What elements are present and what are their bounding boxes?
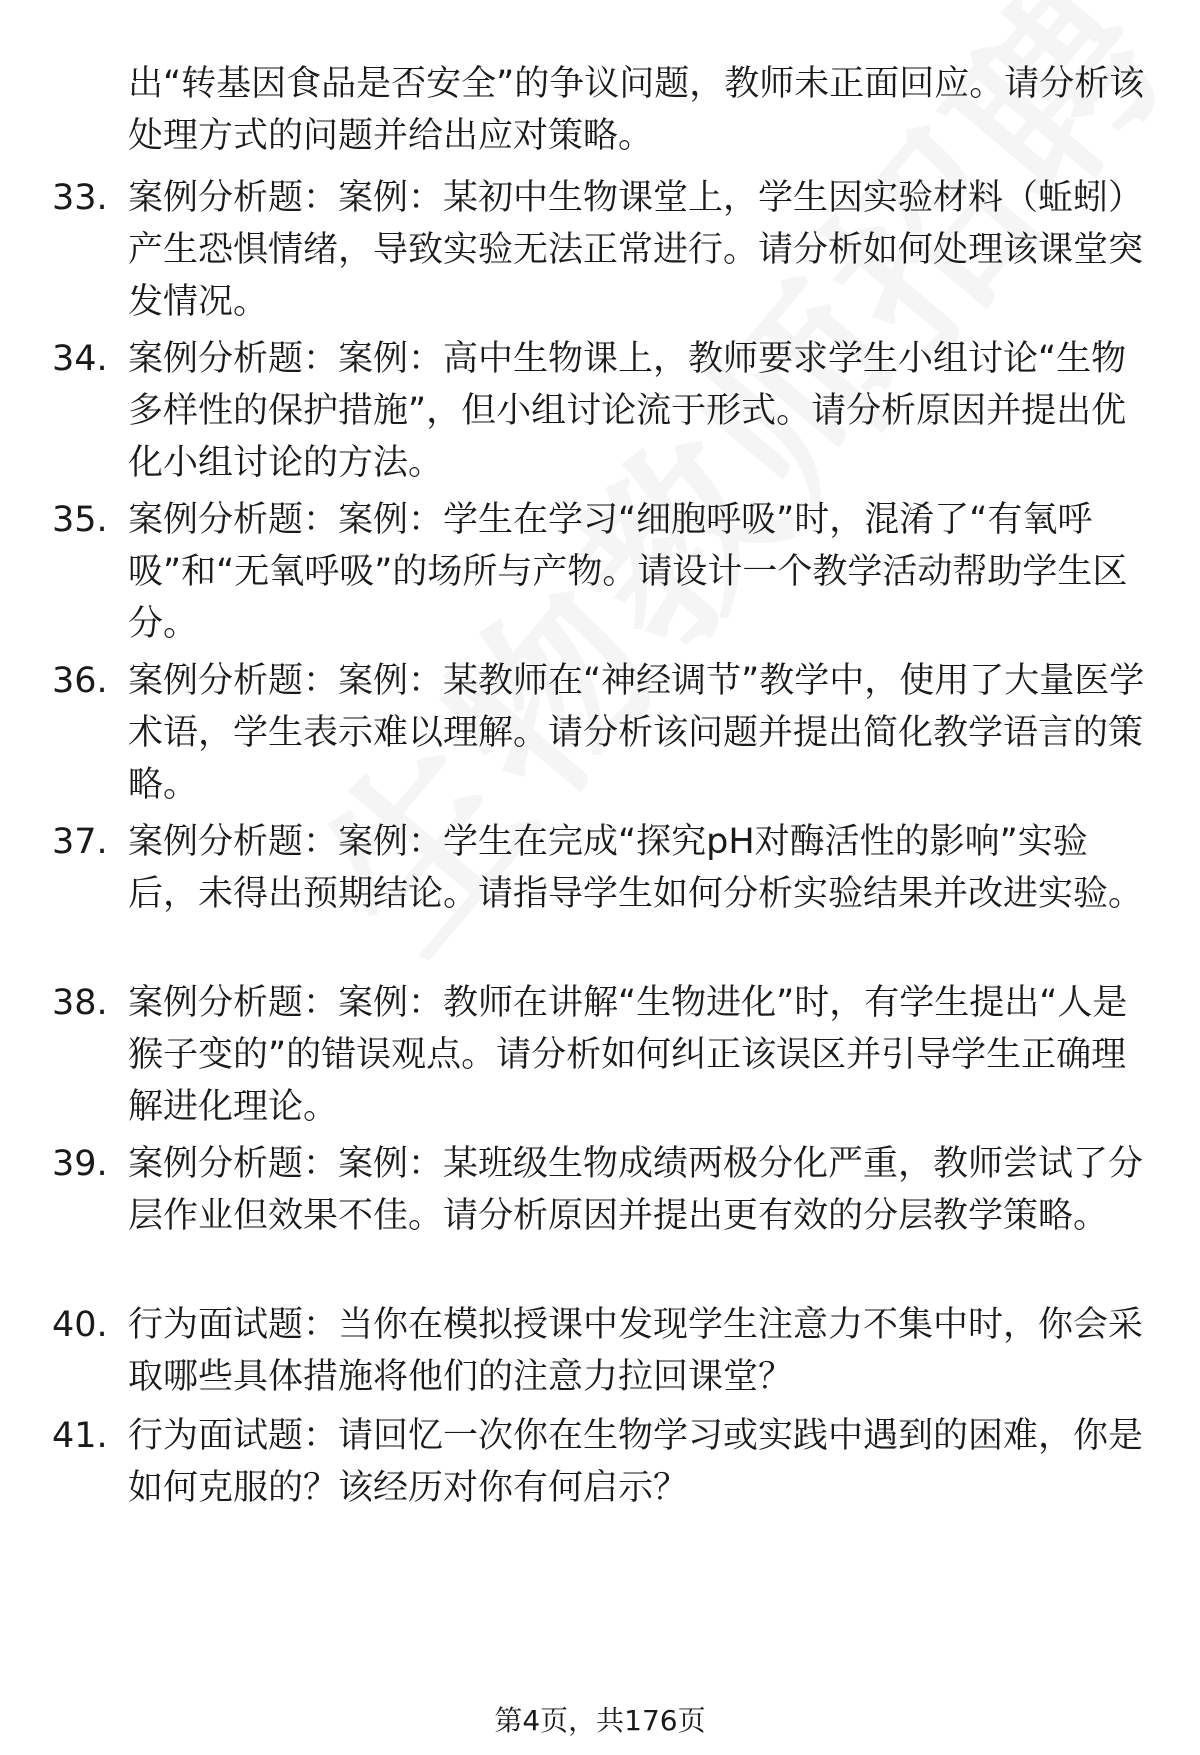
question-number: 34. [52,339,108,379]
question-number: 41. [52,1416,108,1456]
question-number: 35. [52,500,108,540]
page-number-footer: 第4页，共176页 [494,1704,706,1737]
question-text: 案例分析题：案例：学生在完成“探究pH对酶活性的影响”实验后，未得出预期结论。请指导学生如何分析实验结果并改进实验。 [128,822,1144,914]
question-text: 案例分析题：案例：某班级生物成绩两极分化严重，教师尝试了分层作业但效果不佳。请分析原因并提出更有效的分层教学策略。 [128,1144,1144,1236]
question-number: 37. [52,822,108,862]
question-text: 案例分析题：案例：高中生物课上，教师要求学生小组讨论“生物多样性的保护措施”，但小组讨论流于形式。请分析原因并提出优化小组讨论的方法。 [128,339,1127,483]
question-number: 38. [52,983,108,1023]
question-text: 行为面试题：当你在模拟授课中发现学生注意力不集中时，你会采取哪些具体措施将他们的注意力拉回课堂？ [128,1305,1144,1397]
question-text: 案例分析题：案例：某初中生物课堂上，学生因实验材料（蚯蚓）产生恐惧情绪，导致实验无法正常进行。请分析如何处理该课堂突发情况。 [128,178,1144,322]
continued-question-text: 出“转基因食品是否安全”的争议问题，教师未正面回应。请分析该处理方式的问题并给出应对策略。 [128,64,1145,156]
question-number: 40. [52,1305,108,1345]
question-number: 39. [52,1144,108,1184]
question-number: 36. [52,661,108,701]
question-number: 33. [52,178,108,218]
question-text: 案例分析题：案例：某教师在“神经调节”教学中，使用了大量医学术语，学生表示难以理解。请分析该问题并提出简化教学语言的策略。 [128,661,1145,805]
question-text: 行为面试题：请回忆一次你在生物学习或实践中遇到的困难，你是如何克服的？该经历对你有何启示？ [128,1416,1144,1508]
question-text: 案例分析题：案例：教师在讲解“生物进化”时，有学生提出“人是猴子变的”的错误观点。请分析如何纠正该误区并引导学生正确理解进化理论。 [128,983,1128,1127]
question-text: 案例分析题：案例：学生在学习“细胞呼吸”时，混淆了“有氧呼吸”和“无氧呼吸”的场所与产物。请设计一个教学活动帮助学生区分。 [128,500,1128,644]
